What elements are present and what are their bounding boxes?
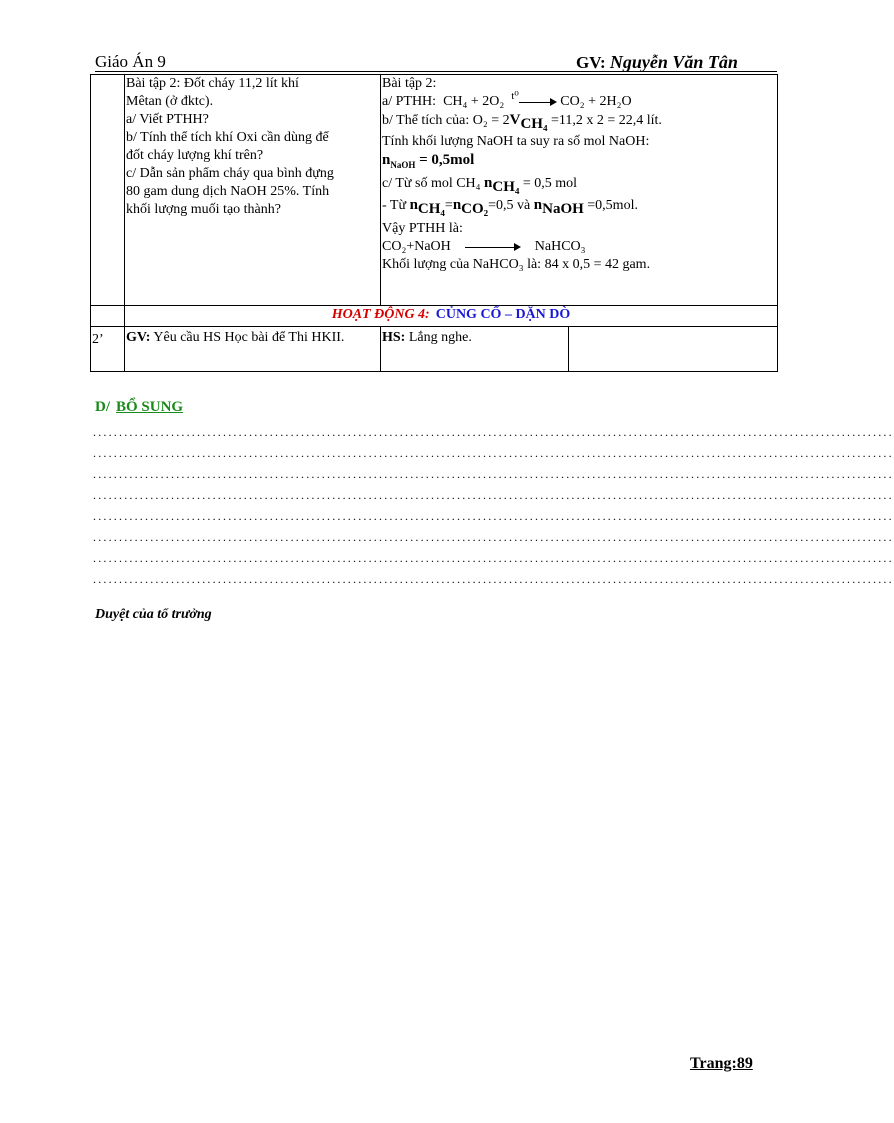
tu-end: =0,5mol. [583,197,638,213]
gv-consolidation-cell [125,327,381,372]
teacher-label [576,52,738,73]
student-activity-cell [381,75,778,306]
gv-line: a/ Viết PTHH? [126,112,209,127]
gv-line: Bài tập 2: Đốt cháy 11,2 lít khí [126,76,299,91]
lesson-table [90,74,778,372]
notes-cell-empty [569,327,778,372]
volume-line [382,111,776,131]
consolidation-row [91,327,778,372]
n-symbol: n [382,152,391,168]
supplement-lines [93,422,894,590]
reaction-arrow-icon [519,97,557,107]
gv-label: GV: [126,330,151,345]
page-number: Trang:89 [690,1055,753,1072]
b-result: =11,2 x 2 = 22,4 lít. [547,113,662,128]
eq2-reactants: CO₂+NaOH [382,238,451,254]
hs-label: HS: [382,330,406,345]
b-prefix: b/ Thể tích của: O₂ = 2 [382,113,510,128]
section-heading: BỔ SUNG [116,399,184,415]
exercise-row [91,75,778,306]
section-prefix: D/ [95,399,110,415]
c-value: = 0,5 mol [519,175,578,191]
tu-eq: = [444,197,453,213]
hs-title: Bài tập 2: [382,76,437,91]
eq-a-condition: t⁰ [511,90,519,102]
c-prefix: c/ Từ số mol CH₄ [382,175,485,191]
gv-line: c/ Dẫn sản phẩm cháy qua bình đựng [126,166,334,181]
dotted-line: .......................................................................................................................................................... [93,488,894,502]
n-naoh-sub: NaOH [390,159,416,170]
gv-line: khối lượng muối tạo thành? [126,202,281,217]
c-n-sub: CH₄ [492,178,520,195]
time-cell-empty [91,75,125,306]
gv-line: đốt cháy lượng khí trên? [126,148,264,163]
reaction-arrow-icon [465,242,521,252]
c-n-symbol: n [484,174,493,191]
activity-header-row [91,306,778,327]
activity-label: HOẠT ĐỘNG 4: [331,307,430,322]
eq2-product: NaHCO₃ [534,238,586,254]
activity-header [125,306,778,327]
n-naoh-value: = 0,5mol [415,152,475,168]
tu-prefix: - Từ [382,197,410,213]
approval-label: Duyệt của tổ trưởng [95,607,212,622]
dotted-line: .......................................................................................................................................................... [93,467,894,481]
activity-title: CỦNG CỐ – DẶN DÒ [435,307,571,322]
tu-mid: =0,5 và [488,197,534,213]
gv-line: Mêtan (ở đktc). [126,94,214,109]
gv-line: b/ Tính thể tích khí Oxi cần dùng để [126,130,329,145]
n-naoh-line [382,151,776,174]
tu-n1: n [409,196,418,213]
tu-sub1: CH₄ [417,200,445,217]
gv-line: 80 gam dung dịch NaOH 25%. Tính [126,184,330,199]
time-cell: 2’ [91,327,125,372]
dotted-line: .......................................................................................................................................................... [93,530,894,544]
gv-consolidation-text: Yêu cầu HS Học bài để Thi HKII. [150,330,345,345]
teacher-name: Nguyễn Văn Tân [609,52,738,72]
dotted-line: .......................................................................................................................................................... [93,509,894,523]
teacher-prefix: GV: [576,53,610,72]
section-title [95,399,183,416]
tu-line [382,196,776,220]
lesson-title: Giáo Án 9 [95,52,166,71]
activity-time-empty [91,306,125,327]
eq-a-reactants: CH₄ + 2O₂ [443,94,505,109]
eq-a-products: CO₂ + 2H₂O [560,94,632,109]
dotted-line: .......................................................................................................................................................... [93,446,894,460]
mass-final-line: Khối lượng của NaHCO₃ là: 84 x 0,5 = 42 gam. [382,256,651,272]
dotted-line: .......................................................................................................................................................... [93,425,894,439]
dotted-line: .......................................................................................................................................................... [93,572,894,586]
vay-line: Vậy PTHH là: [382,220,463,236]
teacher-activity-cell [125,75,381,306]
tu-n3: n [533,196,543,213]
tu-n2: n [452,196,462,213]
header-rule [95,71,777,72]
eq-a-prefix: a/ PTHH: [382,94,437,109]
dotted-line: .......................................................................................................................................................... [93,551,894,565]
tu-sub3: NaOH [542,200,584,217]
equation-2 [382,238,776,256]
tu-sub2: CO₂ [461,200,489,217]
b-v-symbol: V [509,112,521,128]
hs-consolidation-cell [381,327,569,372]
b-v-sub: CH₄ [520,115,548,132]
equation-a [382,90,776,111]
mass-naoh-line: Tính khối lượng NaOH ta suy ra số mol NaOH: [382,134,650,149]
hs-consolidation-text: Lắng nghe. [405,330,472,345]
c-line [382,174,776,196]
